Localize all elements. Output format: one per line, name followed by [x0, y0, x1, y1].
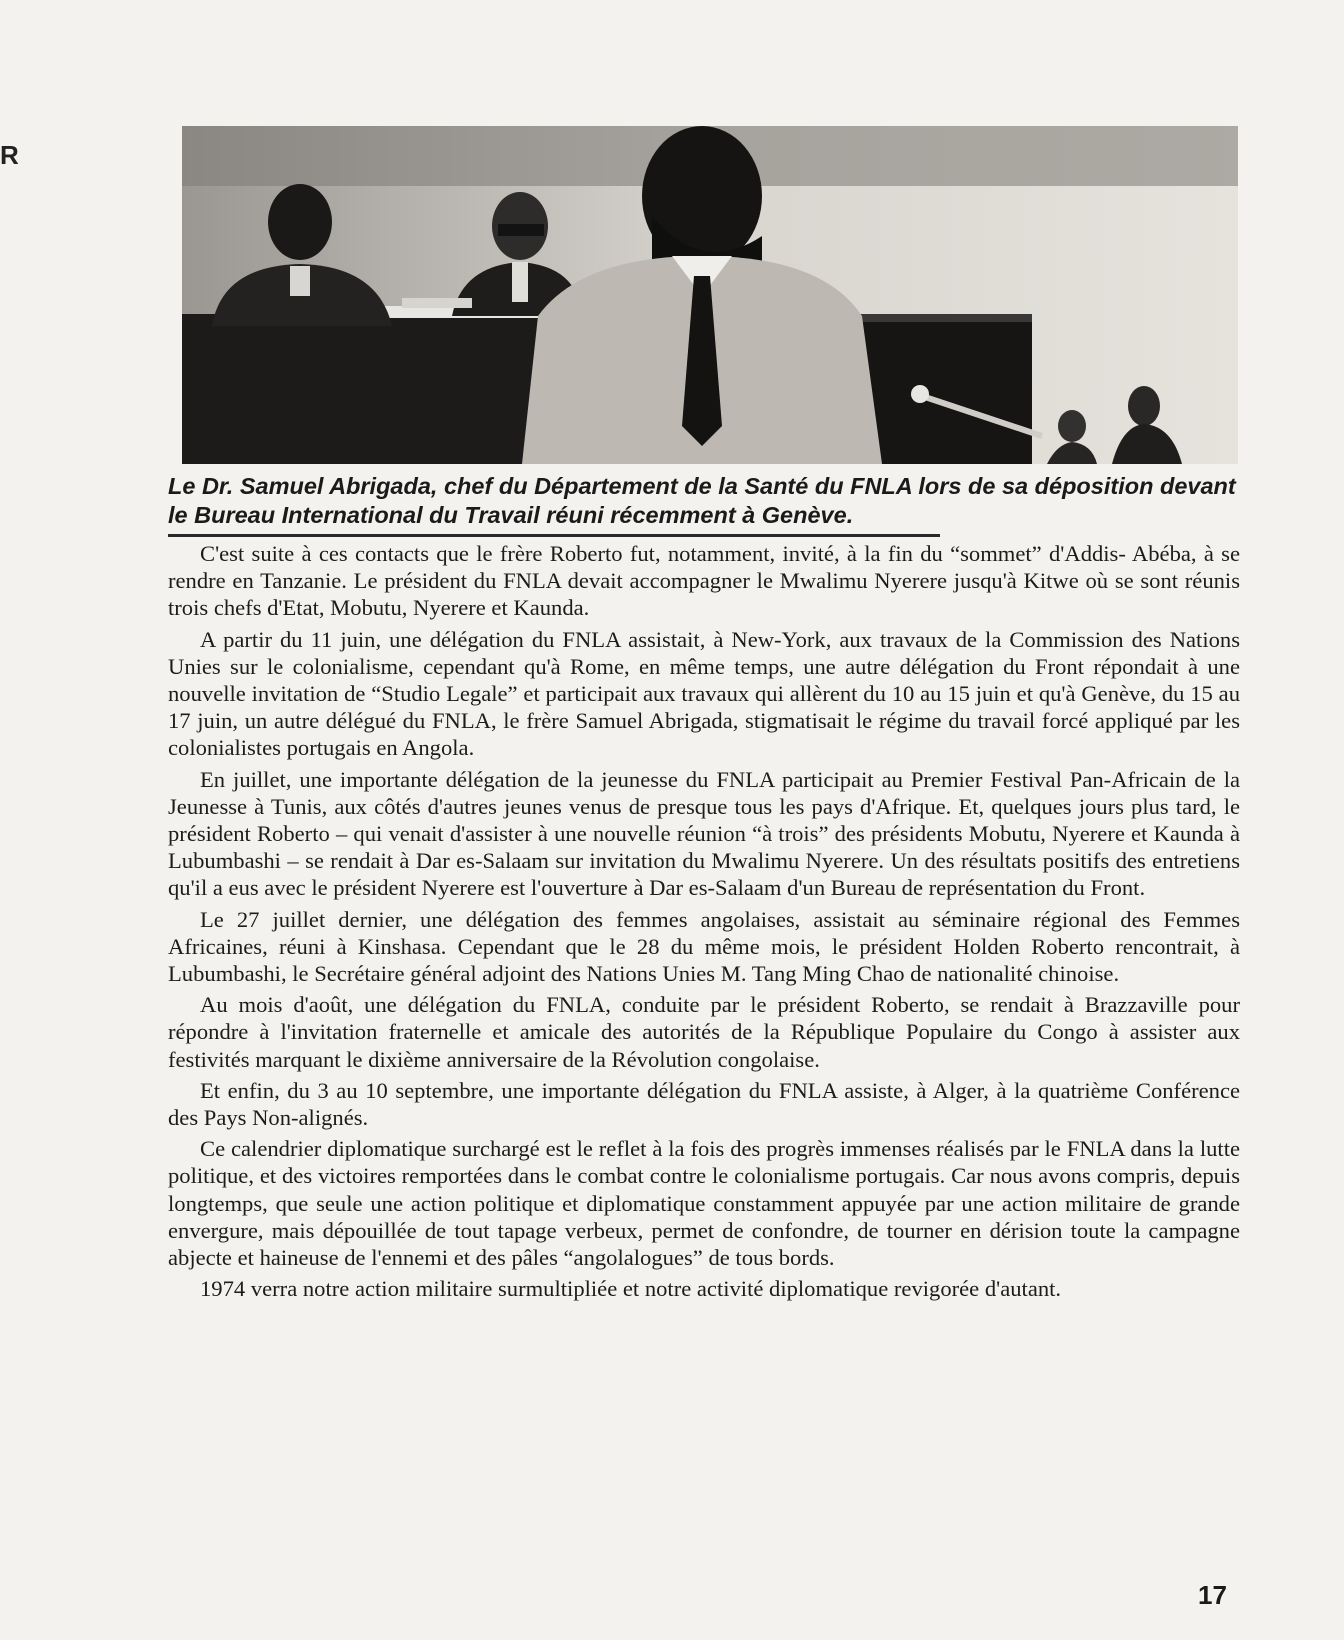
paragraph: A partir du 11 juin, une délégation du FNLA assistait, à New-York, aux travaux de la Commission des Nations Unies sur le colonialisme, cependant qu'à Rome, en même temps, une autre délégation du Front répondait à une nouvelle invitation de “Studio Legale” et participait aux travaux qui allèrent du 10 au 15 juin et qu'à Genève, du 15 au 17 juin, un autre délégué du FNLA, le frère Samuel Abrigada, stigmatisait le régime du travail forcé appliqué par les colonialistes portugais en Angola. [168, 626, 1240, 761]
paragraph: Et enfin, du 3 au 10 septembre, une importante délégation du FNLA assiste, à Alger, à la quatrième Conférence des Pays Non-alignés. [168, 1077, 1240, 1131]
photo-caption: Le Dr. Samuel Abrigada, chef du Département de la Santé du FNLA lors de sa déposition devant le Bureau International du Travail réuni récemment à Genève. [168, 473, 1236, 528]
paragraph: Ce calendrier diplomatique surchargé est le reflet à la fois des progrès immenses réalisés par le FNLA dans la lutte politique, et des victoires remportées dans le combat contre le colonialisme portugais. Car nous avons compris, depuis longtemps, que seule une action politique et diplomatique constamment appuyée par une action militaire de grande envergure, mais dépouillée de tout tapage verbeux, permet de confondre, de tourner en dérision toute la campagne abjecte et haineuse de l'ennemi et des pâles “angolalogues” de tous bords. [168, 1136, 1240, 1271]
paragraph: 1974 verra notre action militaire surmultipliée et notre activité diplomatique revigorée d'autant. [200, 1276, 1062, 1302]
article-body [168, 540, 1240, 1306]
paragraph: Le 27 juillet dernier, une délégation des femmes angolaises, assistait au séminaire régional des Femmes Africaines, réuni à Kinshasa. Cependant que le 28 du même mois, le président Holden Roberto rencontrait, à Lubumbashi, le Secrétaire général adjoint des Nations Unies M. Tang Ming Chao de nationalité chinoise. [168, 906, 1240, 987]
paragraph: En juillet, une importante délégation de la jeunesse du FNLA participait au Premier Festival Pan-Africain de la Jeunesse à Tunis, aux côtés d'autres jeunes venus de presque tous les pays d'Afrique. Et, quelques jours plus tard, le président Roberto – qui venait d'assister à une nouvelle réunion “à trois” des présidents Mobutu, Nyerere et Kaunda à Lubumbashi – se rendait à Dar es-Salaam sur invitation du Mwalimu Nyerere. Un des résultats positifs des entretiens qu'il a eus avec le président Nyerere est l'ouverture à Dar es-Salaam d'un Bureau de représentation du Front. [168, 766, 1240, 901]
paragraph: Au mois d'août, une délégation du FNLA, conduite par le président Roberto, se rendait à Brazzaville pour répondre à l'invitation fraternelle et amicale des autorités de la République Populaire du Congo à assister aux festivités marquant le dixième anniversaire de la Révolution congolaise. [168, 992, 1240, 1072]
conference-photo [182, 126, 1238, 464]
caption-underline [168, 534, 940, 537]
margin-mark: R [0, 140, 19, 170]
page-number: 17 [1198, 1580, 1227, 1610]
paragraph: C'est suite à ces contacts que le frère Roberto fut, notamment, invité, à la fin du “sommet” d'Addis- Abéba, à se rendre en Tanzanie. Le président du FNLA devait accompagner le Mwalimu Nyerere jusqu'à Kitwe où se sont réunis trois chefs d'Etat, Mobutu, Nyerere et Kaunda. [168, 541, 1240, 621]
conference-photo-icon [182, 126, 1238, 464]
